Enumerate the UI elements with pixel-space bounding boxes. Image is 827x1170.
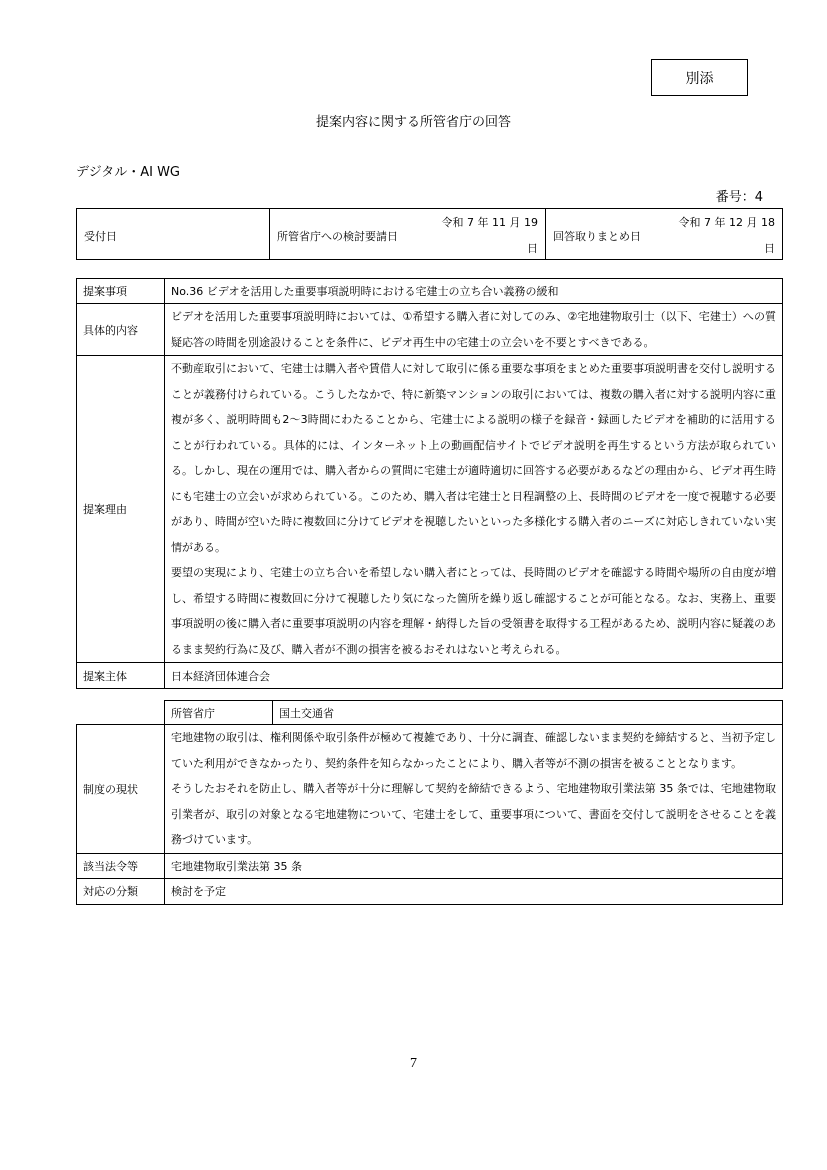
current-system-cell (165, 725, 783, 854)
current-system-label: 制度の現状 (77, 725, 165, 854)
ministry-blank-cell (77, 701, 165, 725)
attachment-label-box (651, 59, 748, 96)
summary-date-value-day: 日 (764, 242, 775, 255)
proposal-content-value: ビデオを活用した重要事項説明時においては、①希望する購入者に対してのみ、②宅地建物取引士（以下、宅建士）への質疑応答の時間を別途設けることを条件に、ビデオ再生中の宅建士の立会いを不要とすべきである。 (165, 304, 783, 356)
proposal-reason-paragraph-1: 不動産取引において、宅建士は購入者や賃借人に対して取引に係る重要な事項をまとめた重要事項説明書を交付し説明することが義務付けられている。こうしたなかで、特に新築マンションの取引においては、複数の購入者に対する説明内容に重複が多く、説明時間も2～3時間にわたることから、宅建士による説明の様子を録音・録画したビデオを補助的に活用することが行われている。具体的には、インターネット上の動画配信サイトでビデオ説明を再生するという方法が取られている。しかし、現在の運用では、購入者からの質問に宅建士が適時適切に回答する必要があるなどの理由から、ビデオ再生時にも宅建士の立会いが求められている。このため、購入者は宅建士と日程調整の上、長時間のビデオを一度で視聴する必要があり、時間が空いた時に複数回に分けてビデオを視聴したいといった多様化する購入者のニーズに対応しきれていない実情がある。 (171, 362, 776, 554)
applicable-law-label: 該当法令等 (77, 853, 165, 878)
proposer-value: 日本経済団体連合会 (165, 663, 783, 689)
page-number: 7 (410, 1056, 417, 1071)
summary-date-label: 回答取りまとめ日 (553, 230, 641, 243)
attachment-label: 別添 (685, 70, 714, 87)
request-date-label: 所管省庁への検討要請日 (277, 230, 398, 243)
proposal-reason-label: 提案理由 (77, 356, 165, 663)
received-date-label: 受付日 (84, 230, 117, 243)
proposal-item-label: 提案事項 (77, 279, 165, 304)
working-group-label: デジタル・AI WG (76, 165, 181, 180)
proposal-item-value: No.36 ビデオを活用した重要事項説明時における宅建士の立ち合い義務の緩和 (165, 279, 783, 304)
ministry-table (76, 700, 783, 905)
ministry-label: 所管省庁 (165, 701, 273, 725)
summary-date-cell (546, 209, 783, 260)
current-system-paragraph-2: そうしたおそれを防止し、購入者等が十分に理解して契約を締結できるよう、宅地建物取引業法第 35 条では、宅地建物取引業者が、取引の対象となる宅地建物について、宅建士をして、重要事項について、書面を交付して説明をさせることを義務づけています。 (171, 782, 776, 846)
response-category-value: 検討を予定 (165, 878, 783, 904)
received-date-cell (77, 209, 270, 260)
request-date-value-day: 日 (527, 242, 538, 255)
current-system-paragraph-1: 宅地建物の取引は、権利関係や取引条件が極めて複雑であり、十分に調査、確認しないまま契約を締結すると、当初予定していた利用ができなかったり、契約条件を知らなかったことにより、購入者等が不測の損害を被ることとなります。 (171, 731, 776, 770)
ministry-value: 国土交通省 (273, 701, 783, 725)
request-date-value: 令和 7 年 11 月 19 (441, 216, 538, 229)
date-table (76, 208, 783, 260)
proposal-number: 番号：4 (715, 190, 763, 205)
proposer-label: 提案主体 (77, 663, 165, 689)
response-category-label: 対応の分類 (77, 878, 165, 904)
proposal-content-label: 具体的内容 (77, 304, 165, 356)
applicable-law-value: 宅地建物取引業法第 35 条 (165, 853, 783, 878)
proposal-reason-cell (165, 356, 783, 663)
proposal-table (76, 278, 783, 689)
request-date-cell (270, 209, 546, 260)
proposal-reason-paragraph-2: 要望の実現により、宅建士の立ち合いを希望しない購入者にとっては、長時間のビデオを確認する時間や場所の自由度が増し、希望する時間に複数回に分けて視聴したり気になった箇所を繰り返し確認することが可能となる。なお、実務上、重要事項説明の後に購入者に重要事項説明の内容を理解・納得した旨の受領書を取得する工程があるため、説明内容に疑義のあるまま契約行為に及び、購入者が不測の損害を被るおそれはないと考えられる。 (171, 566, 776, 656)
document-title: 提案内容に関する所管省庁の回答 (315, 115, 511, 130)
summary-date-value: 令和 7 年 12 月 18 (678, 216, 775, 229)
